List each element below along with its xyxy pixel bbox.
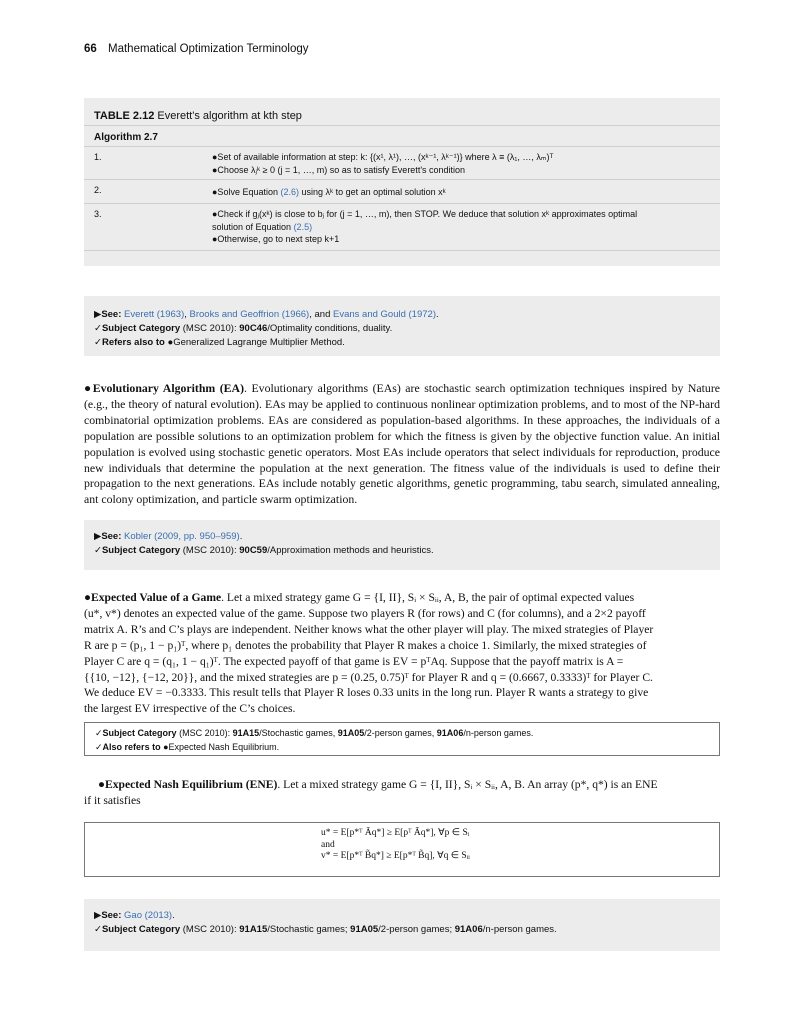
subject-code: 90C46 (239, 323, 268, 334)
ref-link[interactable]: Evans and Gould (1972) (333, 309, 436, 320)
see-label: See: (101, 531, 122, 542)
bullet-icon: ● (84, 381, 93, 395)
subject-msc: (MSC 2010): (182, 545, 237, 556)
subject-text: /n-person games. (463, 728, 534, 738)
see-box-gao (84, 899, 720, 951)
bullet-icon: ● (98, 778, 106, 791)
row-line: ●Otherwise, go to next step k+1 (212, 234, 340, 244)
check-icon: ✓ (94, 924, 102, 935)
see-box-everett (84, 296, 720, 356)
entry-line: . Let a mixed strategy game G = {I, II}, Sᵢ × Sᵢᵢ, A, B, the pair of optimal expected values (221, 591, 635, 604)
check-icon: ✓ (95, 728, 103, 738)
table-caption (94, 110, 302, 122)
subject-msc: (MSC 2010): (182, 323, 237, 334)
subject-code: 91A15 (239, 924, 268, 935)
entry-text: . Evolutionary algorithms (EAs) are stochastic search optimization techniques inspired by Nature (e.g., the theory of natural evolution). EAs may be applied to continuous nonlinear optimization problems, and to most of the NP-hard combinatorial optimization problems. EAs are considered as population-based algorithms. In these approaches, the individuals of a population are possible solutions to an optimization problem for which the fitness is given by the objective function value. An initial population is evolved using stochastic genetic operators. Most EAs include operators that select individuals for reproduction, produce new individuals that determine the population at the next generation. The fitness value of the individuals is used to define their propagation to the next generations. EAs include notably genetic algorithms, genetic programming, tabu search, simulated annealing, ant colony optimization, and particle swarm optimization. (84, 381, 720, 507)
subject-text: /n-person games. (482, 924, 557, 935)
table-row (84, 203, 720, 251)
bullet-icon: ● (84, 591, 92, 604)
subject-text: /Stochastic games, (259, 728, 338, 738)
triangle-icon: ▶ (94, 309, 102, 320)
ref-link[interactable]: Everett (1963) (124, 309, 185, 320)
subject-label: Subject Category (101, 545, 181, 556)
subject-code: 91A15 (232, 728, 260, 738)
separator: . (435, 309, 439, 320)
check-icon: ✓ (94, 337, 102, 348)
separator: , and (309, 309, 333, 320)
entry-line: . Let a mixed strategy game G = {I, II}, Sᵢ × Sᵢᵢ, A, B. An array (p*, q*) is an ENE (277, 778, 658, 791)
entry-term: Evolutionary Algorithm (EA) (92, 381, 244, 395)
row-number: 2. (94, 185, 102, 195)
refers-text: Expected Nash Equilibrium. (168, 742, 280, 752)
row-line: ●Solve Equation (212, 187, 281, 197)
separator: . (239, 531, 243, 542)
see-label: See: (101, 910, 122, 921)
table-2-12 (84, 98, 720, 266)
entry-line: matrix A. R’s and C’s plays are independent. Neither knows what the other player will play. The mixed strategies of Player (84, 622, 654, 636)
check-icon: ✓ (94, 323, 102, 334)
triangle-icon: ▶ (94, 910, 102, 921)
refers-text: Generalized Lagrange Multiplier Method. (173, 337, 345, 348)
bullet-icon: ● (163, 742, 169, 752)
equation-and: and (321, 839, 335, 850)
running-title: Mathematical Optimization Terminology (108, 43, 309, 55)
subject-label: Subject Category (102, 728, 177, 738)
entry-expected-value-game (84, 590, 724, 717)
entry-term: Expected Nash Equilibrium (ENE) (105, 778, 278, 791)
subject-code: 91A06 (454, 924, 483, 935)
row-number: 3. (94, 209, 102, 219)
entry-expected-nash-equilibrium (84, 777, 724, 809)
equation-link-2-6[interactable]: (2.6) (280, 187, 299, 197)
running-header (84, 43, 308, 55)
entry-evolutionary-algorithm (84, 381, 720, 508)
entry-line: the largest EV irrespective of the C’s choices. (84, 702, 296, 716)
subject-code: 91A06 (436, 728, 464, 738)
subject-label: Subject Category (101, 323, 181, 334)
subject-code: 90C59 (239, 545, 268, 556)
check-icon: ✓ (95, 742, 103, 752)
row-line: using λᵏ to get an optimal solution xᵏ (299, 187, 446, 197)
ref-link[interactable]: Gao (2013) (124, 910, 173, 921)
refers-label: Refers also to (101, 337, 165, 348)
see-box-kobler (84, 520, 720, 570)
subject-text: /2-person games, (364, 728, 437, 738)
subject-text: /2-person games; (378, 924, 455, 935)
equation-link-2-5[interactable]: (2.5) (293, 221, 313, 232)
equation-box (84, 822, 720, 877)
entry-line: {{10, −12}, {−12, 20}}, and the mixed strategies are p = (0.25, 0.75)ᵀ for Player R and q = (0.6667, 0.3333)ᵀ for Player C. (84, 670, 653, 684)
separator: , (184, 309, 190, 320)
row-number: 1. (94, 152, 102, 162)
entry-line: Player C are q = (q₁, 1 − q₁)ᵀ. The expected payoff of that game is EV = pᵀAq. Suppose that the payoff matrix is A = (84, 654, 624, 668)
refers-label: Also refers to (102, 742, 161, 752)
row-line: solution of Equation (212, 221, 294, 232)
row-line: ●Choose λⱼᵏ ≥ 0 (j = 1, …, m) so as to satisfy Everett's condition (212, 164, 466, 175)
subject-label: Subject Category (101, 924, 181, 935)
entry-line: (u*, v*) denotes an expected value of the game. Suppose two players R (for rows) and C (for columns), and a 2×2 payoff (84, 606, 646, 620)
subject-msc: (MSC 2010): (182, 924, 237, 935)
row-line: ●Check if gⱼ(xᵏ) is close to bⱼ for (j = 1, …, m), then STOP. We deduce that solution xᵏ approximates optimal (212, 209, 638, 219)
equation-v: v* = E[p*ᵀ B̃q*] ≥ E[p*ᵀ B̃q], ∀q ∈ Sᵢᵢ (321, 851, 470, 861)
bullet-icon: ● (167, 337, 174, 348)
subject-text: /Approximation methods and heuristics. (267, 545, 434, 556)
entry-line: We deduce EV = −0.3333. This result tells that Player R loses 0.33 units in the long run. Player R wants a strategy to give (84, 686, 649, 700)
subject-text: /Stochastic games; (267, 924, 351, 935)
algorithm-heading: Algorithm 2.7 (84, 125, 720, 143)
check-icon: ✓ (94, 545, 102, 556)
ref-link[interactable]: Brooks and Geoffrion (1966) (189, 309, 310, 320)
entry-line: R are p = (p₁, 1 − p₁)ᵀ, where p₁ denotes the probability that Player R makes a choice 1. Similarly, the mixed strategies of (84, 638, 647, 652)
equation-u: u* = E[p*ᵀ Ãq*] ≥ E[pᵀ Ãq*], ∀p ∈ Sᵢ (321, 828, 470, 838)
see-label: See: (101, 309, 122, 320)
table-row (84, 179, 720, 204)
entry-term: Expected Value of a Game (91, 591, 222, 604)
entry-line: if it satisfies (84, 793, 141, 807)
subject-text: /Optimality conditions, duality. (267, 323, 393, 334)
table-title: Everett's algorithm at kth step (157, 110, 302, 122)
row-line: ●Set of available information at step: k: {(x¹, λ¹), …, (xᵏ⁻¹, λᵏ⁻¹)} where λ ≡ (λ₁, …, λₘ)ᵀ (212, 152, 554, 162)
subject-code: 91A05 (350, 924, 379, 935)
separator: . (172, 910, 175, 921)
triangle-icon: ▶ (94, 531, 102, 542)
page-number: 66 (84, 43, 97, 55)
subject-code: 91A05 (337, 728, 365, 738)
subject-msc: (MSC 2010): (179, 728, 231, 738)
table-row (84, 146, 720, 180)
table-label: TABLE 2.12 (94, 110, 155, 122)
subject-box-game (84, 722, 720, 756)
ref-link[interactable]: Kobler (2009, pp. 950–959) (124, 531, 240, 542)
